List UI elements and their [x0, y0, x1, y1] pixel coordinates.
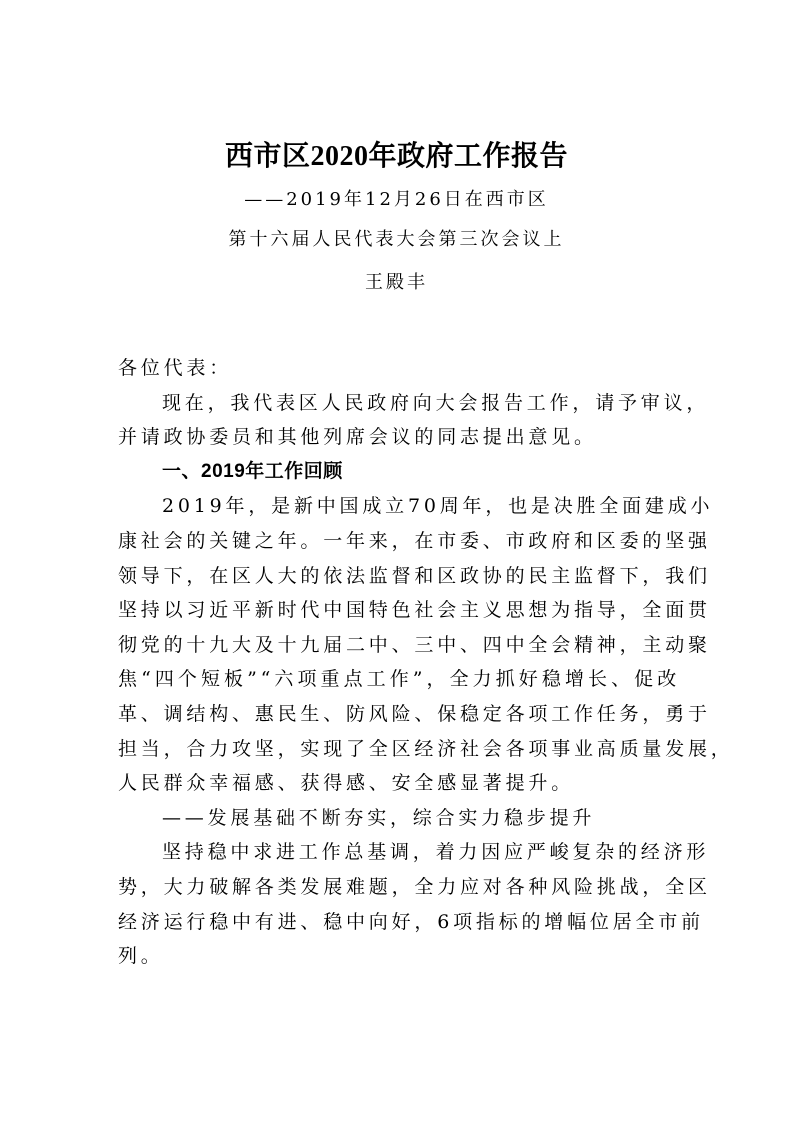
text-line: 坚持以习近平新时代中国特色社会主义思想为指导，全面贯	[118, 599, 711, 622]
text-line: 列。	[118, 945, 164, 968]
paragraph-economy	[118, 835, 711, 973]
text-line: 革、调结构、惠民生、防风险、保稳定各项工作任务，勇于	[118, 702, 711, 725]
author-name: 王殿丰	[365, 272, 428, 293]
subtitle-date-venue: ——2019年12月26日在西市区	[244, 189, 549, 210]
paragraph-review	[118, 489, 734, 800]
subsection-heading: ——发展基础不断夯实，综合实力稳步提升	[162, 806, 596, 829]
text-line: 担当，合力攻坚，实现了全区经济社会各项事业高质量发展，	[118, 737, 734, 760]
text-line: 经济运行稳中有进、稳中向好，6项指标的增幅位居全市前	[118, 910, 704, 933]
text-line: 焦“四个短板”“六项重点工作”，全力抓好稳增长、促改	[118, 668, 680, 691]
text-line: 人民群众幸福感、获得感、安全感显著提升。	[118, 772, 575, 795]
paragraph-intro	[118, 386, 710, 455]
text-line: 坚持稳中求进工作总基调，着力因应严峻复杂的经济形	[162, 841, 710, 864]
text-line: 势，大力破解各类发展难题，全力应对各种风险挑战，全区	[118, 875, 711, 898]
text-line: 彻党的十九大及十九届二中、三中、四中全会精神，主动聚	[118, 633, 711, 656]
document-body	[118, 351, 734, 974]
text-line: 并请政协委员和其他列席会议的同志提出意见。	[118, 426, 597, 449]
text-line: 现在，我代表区人民政府向大会报告工作，请予审议，	[162, 391, 710, 414]
document-title: 西市区2020年政府工作报告	[224, 141, 568, 172]
text-line: 2019年，是新中国成立70周年，也是决胜全面建成小	[162, 495, 714, 518]
text-line: 康社会的关键之年。一年来，在市委、市政府和区委的坚强	[118, 529, 711, 552]
salutation: 各位代表：	[118, 357, 233, 379]
subtitle-session: 第十六届人民代表大会第三次会议上	[228, 229, 565, 250]
text-line: 领导下，在区人大的依法监督和区政协的民主监督下，我们	[118, 564, 711, 587]
section-heading: 一、2019年工作回顾	[162, 460, 343, 482]
